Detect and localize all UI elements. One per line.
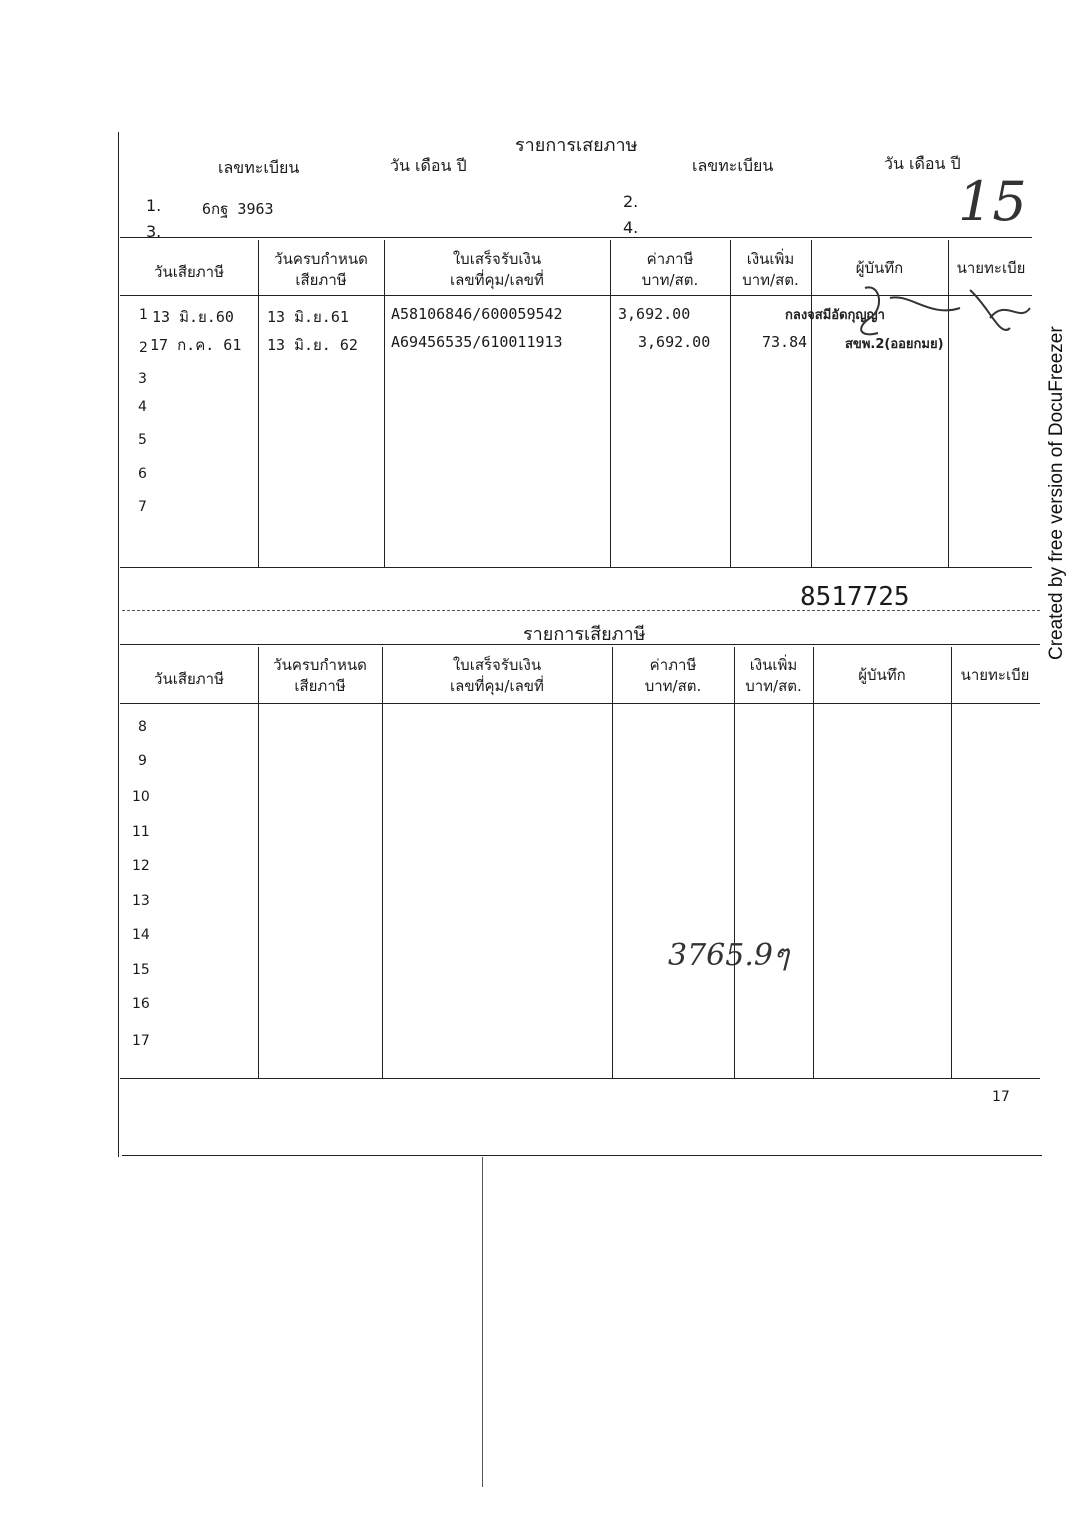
header-text: เงินเพิ่ม bbox=[746, 250, 795, 268]
t1-header-due-date bbox=[258, 249, 384, 291]
table2-col-divider bbox=[951, 647, 952, 1078]
t1-row-num: 4 bbox=[138, 399, 147, 415]
table2-bottom-border bbox=[120, 1078, 1040, 1079]
table2-col-divider bbox=[382, 647, 383, 1078]
t1-row2-due: 13 มิ.ย. 62 bbox=[267, 336, 358, 354]
table2-top-border bbox=[120, 644, 1040, 645]
date-label-left: วัน เดือน ปี bbox=[390, 156, 467, 175]
t1-header-registrar bbox=[948, 258, 1034, 279]
header-text: ใบเสร็จรับเงิน bbox=[452, 656, 542, 674]
header-text: เสียภาษี bbox=[294, 677, 346, 695]
t2-row-num: 11 bbox=[132, 824, 150, 840]
header-text: นายทะเบีย bbox=[956, 259, 1026, 277]
t1-row2-paid: 17 ก.ค. 61 bbox=[150, 336, 242, 354]
t1-row2-receipt: A69456535/610011913 bbox=[391, 333, 563, 351]
table1-col-divider bbox=[811, 240, 812, 567]
t2-header-receipt bbox=[382, 655, 612, 697]
header-text: เงินเพิ่ม bbox=[749, 656, 798, 674]
plate-num-3: 3. bbox=[146, 222, 162, 241]
t1-row-num: 7 bbox=[138, 499, 147, 515]
header-text: เสียภาษี bbox=[295, 271, 347, 289]
table2-col-divider bbox=[813, 647, 814, 1078]
plate-value-1: 6กฐ 3963 bbox=[202, 200, 274, 218]
header-text: ผู้บันทึก bbox=[858, 666, 906, 684]
partial-serial-text: 8517725 bbox=[800, 582, 910, 612]
reg-label-right: เลขทะเบียน bbox=[692, 156, 774, 175]
t2-header-recorder bbox=[813, 665, 951, 686]
t1-row-num: 1 bbox=[139, 307, 148, 323]
t1-row1-tax: 3,692.00 bbox=[618, 305, 691, 323]
docufreezer-watermark: Created by free version of DocuFreezer bbox=[1046, 326, 1067, 660]
page-number: 17 bbox=[992, 1089, 1010, 1105]
t1-row-num: 2 bbox=[139, 340, 148, 356]
section2-title: รายการเสียภาษี bbox=[523, 624, 646, 645]
t2-row-num: 8 bbox=[138, 719, 147, 735]
handwritten-corner-number: 15 bbox=[958, 170, 1027, 233]
t2-header-paid-date bbox=[120, 669, 258, 690]
section1-title: รายการเสยภาษ bbox=[515, 135, 638, 156]
t2-row-num: 16 bbox=[132, 996, 150, 1012]
t1-row1-receipt: A58106846/600059542 bbox=[391, 305, 563, 323]
date-label-right: วัน เดือน ปี bbox=[884, 154, 961, 173]
table2-col-divider bbox=[258, 647, 259, 1078]
sheet-left-border bbox=[118, 132, 119, 1157]
header-text: วันเสียภาษี bbox=[154, 263, 224, 281]
header-text: เลขที่คุม/เลขที่ bbox=[450, 271, 544, 289]
t2-row-num: 12 bbox=[132, 858, 150, 874]
t1-header-recorder bbox=[811, 258, 948, 279]
t2-row-num: 13 bbox=[132, 893, 150, 909]
header-text: ค่าภาษี bbox=[646, 250, 694, 268]
signature-scribble bbox=[840, 278, 1040, 368]
header-text: บาท/สต. bbox=[745, 677, 802, 695]
header-text: ผู้บันทึก bbox=[855, 259, 904, 277]
t2-row-num: 9 bbox=[138, 753, 147, 769]
t2-header-extra bbox=[734, 655, 813, 697]
t1-row1-recorder-stamp: กลงจสมีอัดกุญญา bbox=[785, 308, 885, 323]
t1-header-tax bbox=[610, 249, 730, 291]
header-text: บาท/สต. bbox=[742, 271, 799, 289]
t2-header-tax bbox=[612, 655, 734, 697]
t1-row2-extra: 73.84 bbox=[762, 333, 808, 351]
header-text: ค่าภาษี bbox=[649, 656, 697, 674]
reg-label-left: เลขทะเบียน bbox=[218, 158, 300, 177]
plate-num-2: 2. bbox=[623, 192, 639, 211]
fold-line bbox=[482, 1157, 483, 1487]
t2-row-num: 17 bbox=[132, 1033, 150, 1049]
table1-top-border bbox=[120, 237, 1032, 238]
plate-num-4: 4. bbox=[623, 218, 639, 237]
header-text: บาท/สต. bbox=[641, 271, 699, 289]
header-text: นายทะเบีย bbox=[960, 666, 1030, 684]
table1-bottom-border bbox=[120, 567, 1032, 568]
t2-row-num: 14 bbox=[132, 927, 150, 943]
handwritten-total: 3765.9ๆ bbox=[668, 938, 790, 973]
plate-num-1: 1. bbox=[146, 196, 162, 215]
t1-row-num: 6 bbox=[138, 466, 147, 482]
table2-col-divider bbox=[612, 647, 613, 1078]
partial-serial-number bbox=[800, 582, 910, 612]
table2-col-divider bbox=[734, 647, 735, 1078]
t1-header-receipt bbox=[384, 249, 610, 291]
header-text: เลขที่คุม/เลขที่ bbox=[450, 677, 544, 695]
header-text: วันครบกำหนด bbox=[273, 656, 367, 674]
t1-row2-tax: 3,692.00 bbox=[638, 333, 711, 351]
header-text: ใบเสร็จรับเงิน bbox=[452, 250, 542, 268]
t2-row-num: 15 bbox=[132, 962, 150, 978]
header-text: บาท/สต. bbox=[644, 677, 702, 695]
t1-header-paid-date bbox=[120, 262, 258, 283]
t1-row1-due: 13 มิ.ย.61 bbox=[267, 308, 349, 326]
sheet-bottom-border bbox=[122, 1155, 1042, 1156]
t1-row2-recorder-stamp: สขพ.2(ออยกมย) bbox=[845, 337, 944, 352]
t1-row-num: 3 bbox=[138, 371, 147, 387]
t2-row-num: 10 bbox=[132, 789, 150, 805]
t2-header-registrar bbox=[951, 665, 1039, 686]
header-text: วันเสียภาษี bbox=[154, 670, 224, 688]
header-text: วันครบกำหนด bbox=[274, 250, 368, 268]
t1-row1-paid: 13 มิ.ย.60 bbox=[152, 308, 234, 326]
t2-header-due-date bbox=[258, 655, 382, 697]
t1-row-num: 5 bbox=[138, 432, 147, 448]
t1-header-extra bbox=[730, 249, 811, 291]
